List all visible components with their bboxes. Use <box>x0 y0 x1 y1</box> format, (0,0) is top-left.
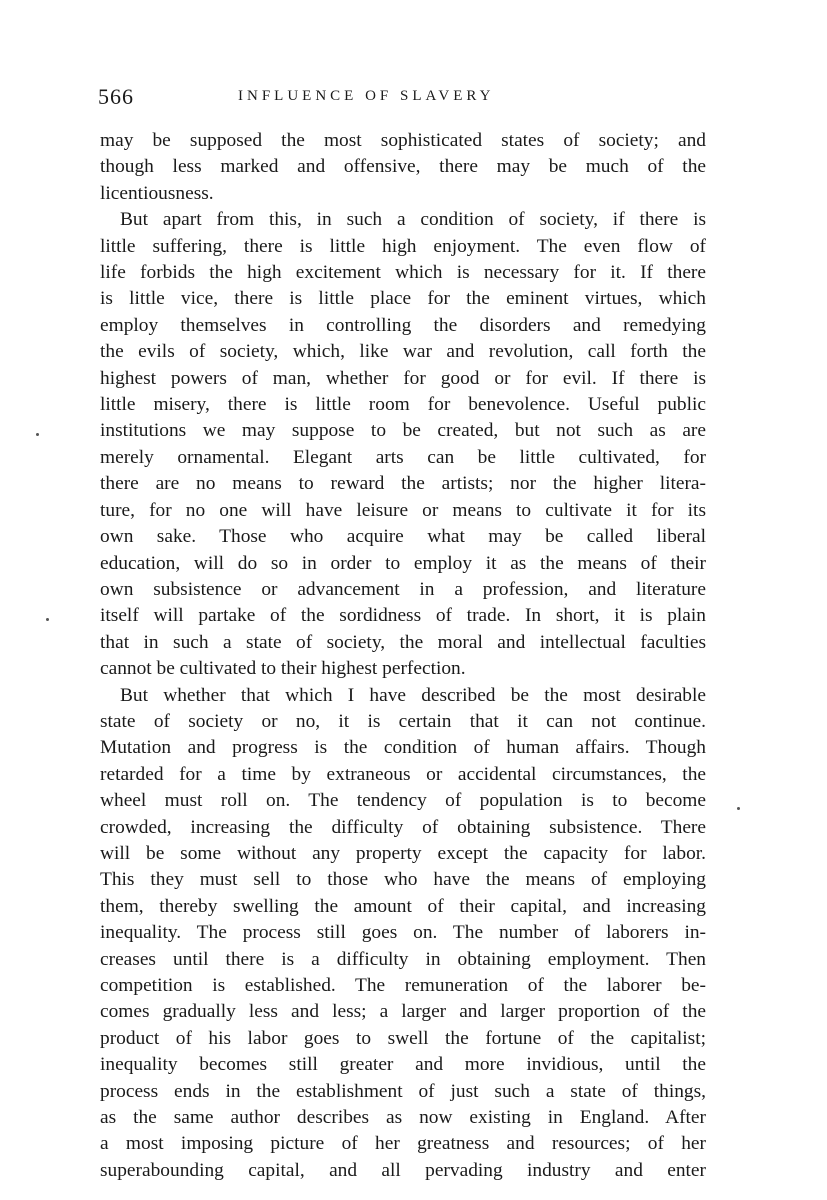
scan-speck <box>737 807 740 810</box>
text-line: institutions we may suppose to be created, but not such as are <box>100 420 706 442</box>
text-line: a most imposing picture of her greatness and resources; of her <box>100 1133 706 1155</box>
text-line: employ themselves in controlling the disorders and remedying <box>100 314 706 336</box>
running-title: INFLUENCE OF SLAVERY <box>238 88 495 104</box>
text-line: retarded for a time by extraneous or accidental circumstances, the <box>100 763 706 785</box>
text-line: ture, for no one will have leisure or means to cultivate it for its <box>100 499 706 521</box>
text-line: inequality. The process still goes on. The number of laborers in- <box>100 922 706 944</box>
body-text <box>100 128 706 1184</box>
text-line: Mutation and progress is the condition of human affairs. Though <box>100 737 706 759</box>
text-line: little suffering, there is little high enjoyment. The even flow of <box>100 235 706 257</box>
text-line: though less marked and offensive, there may be much of the <box>100 156 706 178</box>
text-line: wheel must roll on. The tendency of population is to become <box>100 790 706 812</box>
text-line: creases until there is a difficulty in obtaining employment. Then <box>100 948 706 970</box>
paragraph <box>100 683 706 1185</box>
paragraph <box>100 207 706 682</box>
text-line: competition is established. The remuneration of the laborer be- <box>100 975 706 996</box>
text-line: highest powers of man, whether for good or for evil. If there is <box>100 367 706 389</box>
text-line: them, thereby swelling the amount of their capital, and increasing <box>100 895 706 917</box>
page-number: 566 <box>98 84 134 109</box>
text-line: This they must sell to those who have the means of employing <box>100 869 706 891</box>
text-line: comes gradually less and less; a larger and larger proportion of the <box>100 1001 706 1023</box>
text-line: as the same author describes as now existing in England. After <box>100 1107 706 1129</box>
scan-speck <box>36 433 39 436</box>
text-line: will be some without any property except the capacity for labor. <box>100 842 706 864</box>
text-line: life forbids the high excitement which is necessary for it. If there <box>100 262 706 284</box>
text-line: education, will do so in order to employ it as the means of their <box>100 552 706 574</box>
text-line: that in such a state of society, the moral and intellectual faculties <box>100 631 706 653</box>
text-line: merely ornamental. Elegant arts can be little cultivated, for <box>100 446 706 468</box>
text-line: may be supposed the most sophisticated states of society; and <box>100 130 706 151</box>
text-line: state of society or no, it is certain that it can not continue. <box>100 710 706 732</box>
text-line: inequality becomes still greater and more invidious, until the <box>100 1054 706 1076</box>
paragraph <box>100 128 706 207</box>
text-line: own subsistence or advancement in a profession, and literature <box>100 578 706 600</box>
text-line: superabounding capital, and all pervading industry and enter <box>100 1159 706 1181</box>
text-line: little misery, there is little room for benevolence. Useful public <box>100 394 706 416</box>
text-line: process ends in the establishment of just such a state of things, <box>100 1080 706 1102</box>
text-line: cannot be cultivated to their highest perfection. <box>100 658 466 680</box>
scan-speck <box>46 618 49 621</box>
text-line: product of his labor goes to swell the fortune of the capitalist; <box>100 1027 706 1049</box>
text-line: But apart from this, in such a condition of society, if there is <box>120 209 706 231</box>
text-line: itself will partake of the sordidness of trade. In short, it is plain <box>100 605 706 627</box>
text-line: is little vice, there is little place for the eminent virtues, which <box>100 288 706 310</box>
text-line: own sake. Those who acquire what may be called liberal <box>100 526 706 548</box>
page-header <box>98 84 708 114</box>
text-line: licentiousness. <box>100 182 214 204</box>
text-line: there are no means to reward the artists; nor the higher litera- <box>100 473 706 495</box>
text-line: the evils of society, which, like war and revolution, call forth the <box>100 341 706 363</box>
text-line: But whether that which I have described be the most desirable <box>120 684 706 706</box>
text-line: crowded, increasing the difficulty of obtaining subsistence. There <box>100 816 706 838</box>
